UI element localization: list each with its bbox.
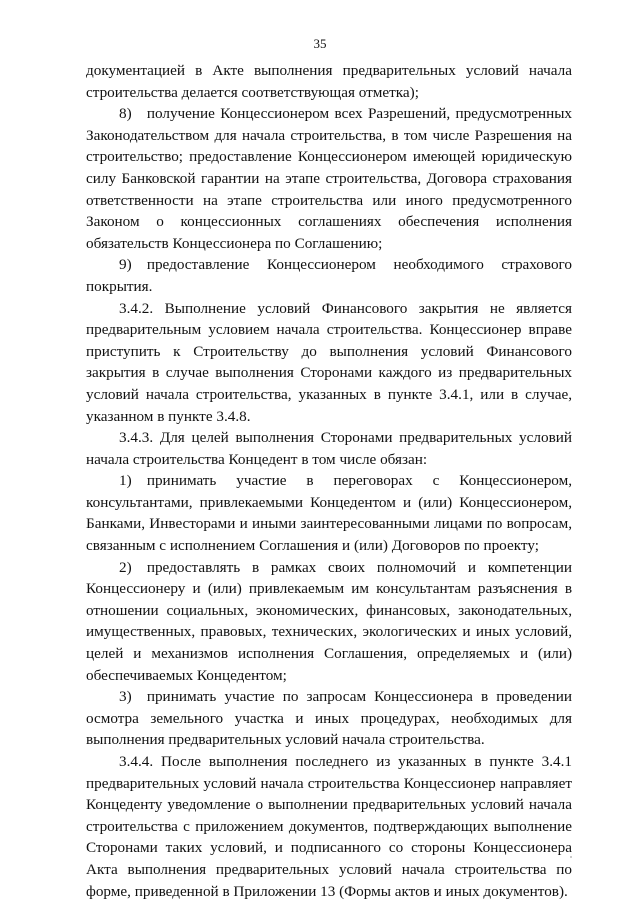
page-number: 35 xyxy=(313,36,327,51)
clause-3-4-2: 3.4.2. Выполнение условий Финансового закрытия не является предварительным условием начала строительства. Концессионер вправе приступить к Строительству до выполнения условий Финансового закрытия в случае выполнения Сторонами каждого из предварительных условий начала строительства, указанных в пункте 3.4.1, или в случае, указанном в пункте 3.4.8. xyxy=(86,299,572,425)
list-item-8: 8) получение Концессионером всех Разрешений, предусмотренных Законодательством для начала строительства, в том числе Разрешения на строительство; предоставление Концессионером имеющей юридическую силу Банковской гарантии на этапе строительства, Договора страхования ответственности на этапе строительства или иного предусмотренного Законом о концессионных соглашениях обеспечения исполнения обязательств Концессионера по Соглашению; xyxy=(86,105,572,252)
body-text xyxy=(86,60,572,902)
list-item-1: 1) принимать участие в переговорах с Концессионером, консультантами, привлекаемыми Концедентом и (или) Концессионером, Банками, Инвесторами и иными заинтересованными лицами по вопросам, связанным с исполнением Соглашения и (или) Договоров по проекту; xyxy=(86,472,572,555)
paragraph-continuation: документацией в Акте выполнения предварительных условий начала строительства делается соответствующая отметка); xyxy=(86,62,572,101)
clause-3-4-4: 3.4.4. После выполнения последнего из указанных в пункте 3.4.1 предварительных условий начала строительства Концессионер направляет Концеденту уведомление о выполнении предварительных условий начала строительства с приложением документов, подтверждающих выполнение Сторонами таких условий, и подписанного со стороны Концессионера Акта выполнения предварительных условий начала строительства по форме, приведенной в Приложении 13 (Формы актов и иных документов). xyxy=(86,753,572,900)
clause-3-4-3: 3.4.3. Для целей выполнения Сторонами предварительных условий начала строительства Концедент в том числе обязан: xyxy=(86,429,572,468)
list-item-9: 9) предоставление Концессионером необходимого страхового покрытия. xyxy=(86,256,572,295)
list-item-2: 2) предоставлять в рамках своих полномочий и компетенции Концессионеру и (или) привлекаемым им консультантам разъяснения в отношении социальных, экономических, финансовых, законодательных, имущественных, правовых, технических, экологических и иных условий, целей и механизмов исполнения Соглашения, определяемых и (или) обеспечиваемых Концедентом; xyxy=(86,558,572,684)
list-item-3: 3) принимать участие по запросам Концессионера в проведении осмотра земельного участка и иных процедурах, необходимых для выполнения предварительных условий начала строительства. xyxy=(86,688,572,749)
scan-speck xyxy=(570,856,572,858)
